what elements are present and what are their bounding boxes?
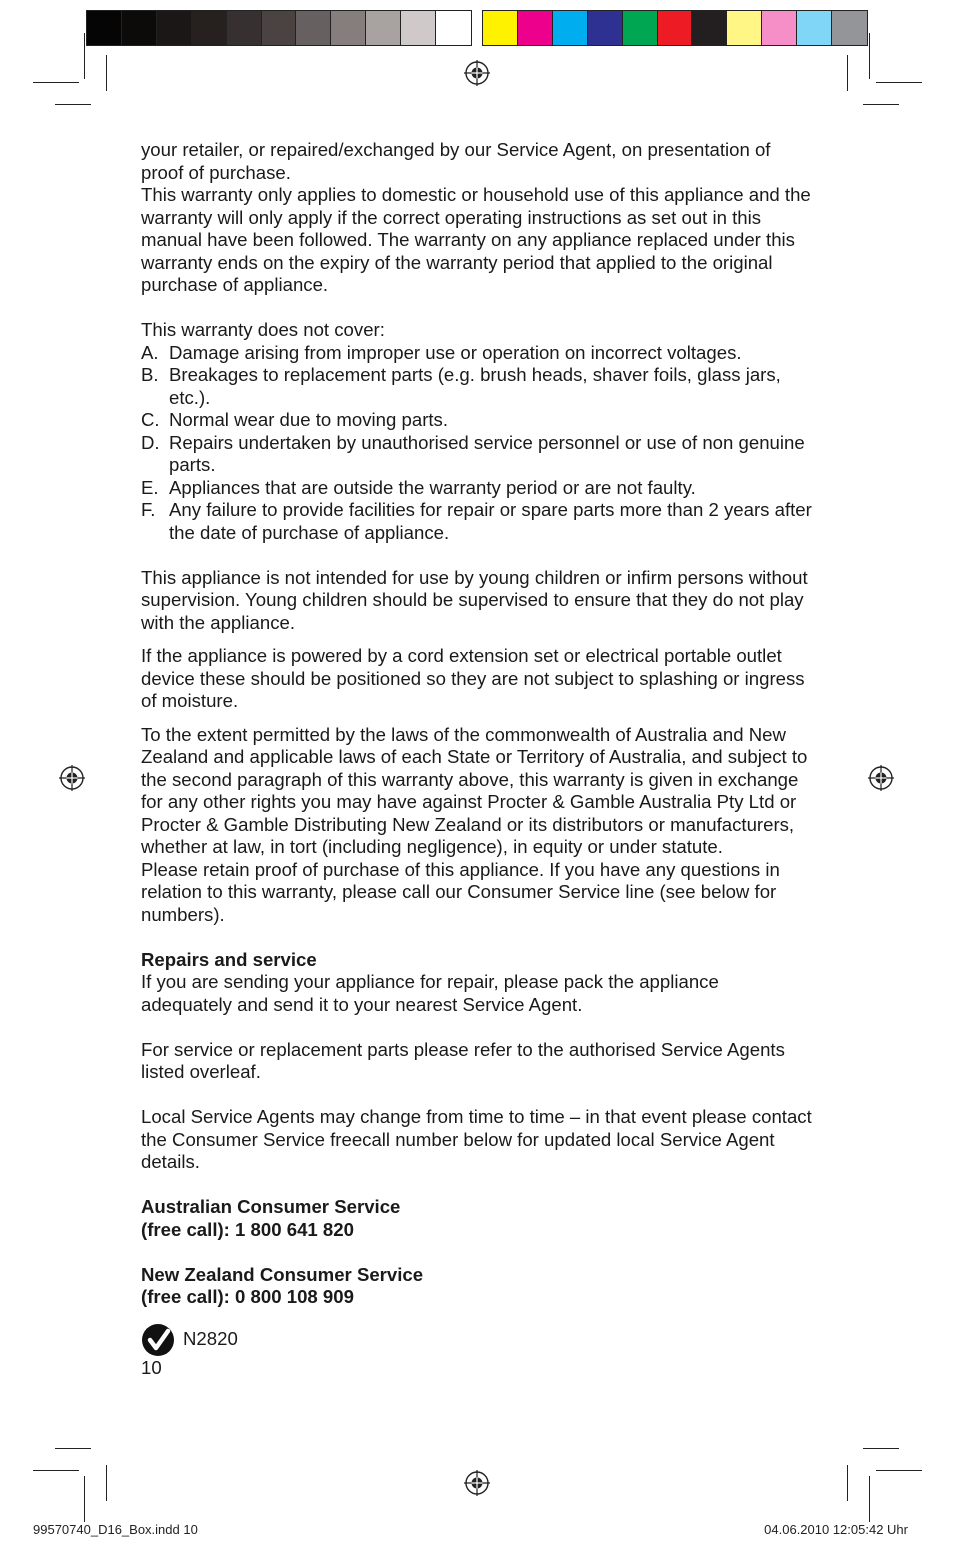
list-item: F. Any failure to provide facilities for repair or spare parts more than 2 years after the date of purchase of appliance. (141, 499, 812, 543)
compliance-mark (141, 1323, 813, 1357)
paragraph: If the appliance is powered by a cord extension set or electrical portable outlet device these should be positioned so they are not subject to splashing or ingress of moisture. (141, 645, 805, 711)
paragraph: Local Service Agents may change from time to time – in that event please contact the Consumer Service freecall number below for updated local Service Agent details. (141, 1106, 812, 1172)
color-swatch (658, 11, 693, 45)
color-swatch (366, 11, 401, 45)
color-swatch (192, 11, 227, 45)
crop-mark (33, 82, 79, 83)
color-swatch (762, 11, 797, 45)
document-body (141, 139, 813, 1379)
au-service-phone: (free call): 1 800 641 820 (141, 1218, 354, 1240)
process-color-bar (482, 10, 868, 46)
color-swatch (87, 11, 122, 45)
crop-mark (84, 1476, 85, 1522)
crop-mark (33, 1470, 79, 1471)
page-number: 10 (141, 1356, 162, 1378)
registration-mark-icon (59, 765, 85, 791)
color-swatch (227, 11, 262, 45)
crop-mark (847, 1465, 848, 1501)
color-swatch (727, 11, 762, 45)
nz-service-heading: New Zealand Consumer Service (141, 1263, 424, 1285)
section-heading: Repairs and service (141, 948, 317, 970)
color-swatch (518, 11, 553, 45)
registration-mark-icon (464, 1470, 490, 1496)
slug-file-info: 99570740_D16_Box.indd 10 (33, 1522, 198, 1537)
list-item: D. Repairs undertaken by unauthorised service personnel or use of non genuine parts. (141, 431, 805, 475)
registration-mark-icon (464, 60, 490, 86)
grayscale-color-bar (86, 10, 472, 46)
compliance-code: N2820 (183, 1328, 238, 1350)
color-swatch (797, 11, 832, 45)
crop-mark (863, 104, 899, 105)
color-swatch (401, 11, 436, 45)
paragraph: your retailer, or repaired/exchanged by our Service Agent, on presentation of proof of purchase. (141, 139, 771, 183)
color-swatch (553, 11, 588, 45)
color-swatch (623, 11, 658, 45)
au-service-heading: Australian Consumer Service (141, 1196, 401, 1217)
list-item: C. Normal wear due to moving parts. (141, 409, 449, 430)
color-swatch (436, 11, 471, 45)
crop-mark (106, 55, 107, 91)
list-item: A. Damage arising from improper use or operation on incorrect voltages. (141, 341, 742, 363)
list-item: B. Breakages to replacement parts (e.g. brush heads, shaver foils, glass jars, etc.). (141, 364, 781, 408)
crop-mark (876, 1470, 922, 1471)
crop-mark (106, 1465, 107, 1501)
color-swatch (331, 11, 366, 45)
paragraph: This appliance is not intended for use by young children or infirm persons without supervision. Young children should be supervised to ensure that they do not play with the appliance. (141, 566, 808, 633)
crop-mark (55, 104, 91, 105)
crop-mark (869, 33, 870, 79)
paragraph: For service or replacement parts please refer to the authorised Service Agents listed overleaf. (141, 1038, 785, 1082)
paragraph: Please retain proof of purchase of this appliance. If you have any questions in relation to this warranty, please call our Consumer Service line (see below for numbers). (141, 858, 780, 925)
crop-mark (876, 82, 922, 83)
list-item: E. Appliances that are outside the warranty period or are not faulty. (141, 476, 696, 498)
crop-mark (869, 1476, 870, 1522)
color-swatch (588, 11, 623, 45)
color-swatch (262, 11, 297, 45)
nz-service-phone: (free call): 0 800 108 909 (141, 1286, 354, 1307)
crop-mark (847, 55, 848, 91)
crop-mark (55, 1448, 91, 1449)
color-swatch (122, 11, 157, 45)
paragraph: If you are sending your appliance for repair, please pack the appliance adequately and send it to your nearest Service Agent. (141, 971, 719, 1015)
color-swatch (483, 11, 518, 45)
crop-mark (863, 1448, 899, 1449)
color-swatch (832, 11, 867, 45)
color-swatch (157, 11, 192, 45)
slug-timestamp: 04.06.2010 12:05:42 Uhr (764, 1522, 908, 1537)
paragraph: This warranty does not cover: (141, 319, 385, 340)
color-swatch (296, 11, 331, 45)
c-tick-icon (141, 1323, 175, 1357)
registration-mark-icon (868, 765, 894, 791)
paragraph: To the extent permitted by the laws of the commonwealth of Australia and New Zealand and applicable laws of each State or Territory of Australia, and subject to the second paragraph of this warranty above, this warranty is given in exchange for any other rights you may have against Procter & Gamble Australia Pty Ltd or Procter & Gamble Distributing New Zealand or its distributors or manufacturers, whether at law, in tort (including negligence), in equity or under statute. (141, 723, 808, 857)
crop-mark (84, 33, 85, 79)
exclusions-list (141, 342, 813, 545)
paragraph: This warranty only applies to domestic or household use of this appliance and the warranty will only apply if the correct operating instructions as set out in this manual have been followed. The warranty on any appliance replaced under this warranty ends on the expiry of the warranty period that applied to the original purchase of appliance. (141, 184, 811, 295)
color-swatch (692, 11, 727, 45)
